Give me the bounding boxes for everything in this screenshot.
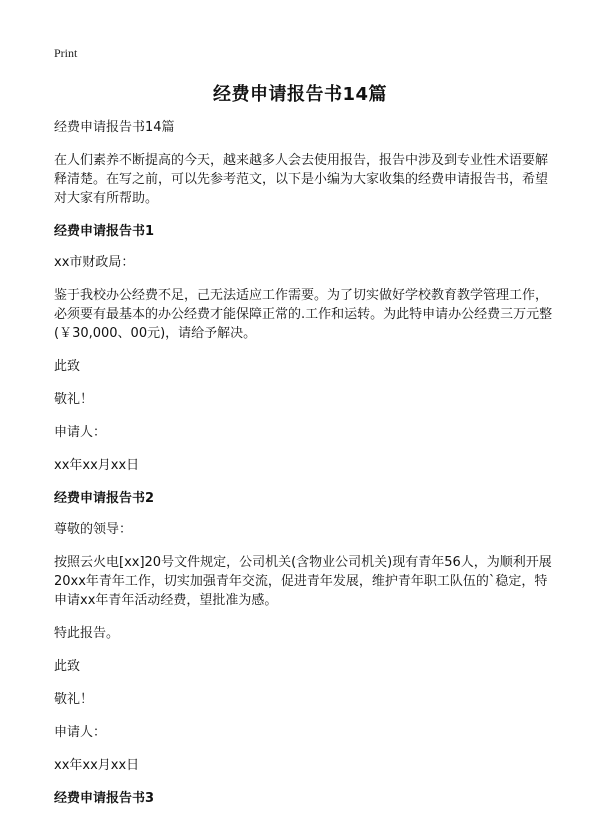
section-1-applicant: 申请人： — [54, 425, 107, 440]
section-1-closing-1: 此致 — [54, 359, 81, 374]
section-1-body: 鉴于我校办公经费不足，己无法适应工作需要。为了切实做好学校教育教学管理工作，必须要有最基本的办公经费才能保障正常的.工作和运转。为此特申请办公经费三万元整(￥30,000、00元)，请给予解决。 — [54, 288, 553, 341]
section-1-closing-2: 敬礼！ — [54, 392, 94, 407]
section-1-heading: 经费申请报告书1 — [54, 224, 155, 239]
section-1-date: xx年xx月xx日 — [54, 458, 140, 473]
section-2-closing-2: 敬礼！ — [54, 692, 94, 707]
intro-paragraph: 在人们素养不断提高的今天，越来越多人会去使用报告，报告中涉及到专业性术语要解释清楚。在写之前，可以先参考范文，以下是小编为大家收集的经费申请报告书，希望对大家有所帮助。 — [54, 153, 549, 206]
section-2-report: 特此报告。 — [54, 626, 120, 641]
section-2-heading: 经费申请报告书2 — [54, 491, 155, 506]
document-title: 经费申请报告书14篇 — [212, 84, 388, 105]
section-2-addressee: 尊敬的领导： — [54, 522, 133, 537]
print-label: Print — [54, 46, 78, 60]
section-2-closing-1: 此致 — [54, 659, 81, 674]
section-3-heading: 经费申请报告书3 — [54, 791, 155, 806]
section-2-applicant: 申请人： — [54, 725, 107, 740]
document-content — [54, 118, 554, 820]
section-2-date: xx年xx月xx日 — [54, 758, 140, 773]
section-2-body: 按照云火电[xx]20号文件规定，公司机关(含物业公司机关)现有青年56人，为顺利开展20xx年青年工作，切实加强青年交流，促进青年发展，维护青年职工队伍的`稳定，特申请xx年青年活动经费，望批准为感。 — [54, 555, 552, 608]
section-1-addressee: xx市财政局： — [54, 255, 135, 270]
intro-subtitle: 经费申请报告书14篇 — [54, 120, 175, 135]
